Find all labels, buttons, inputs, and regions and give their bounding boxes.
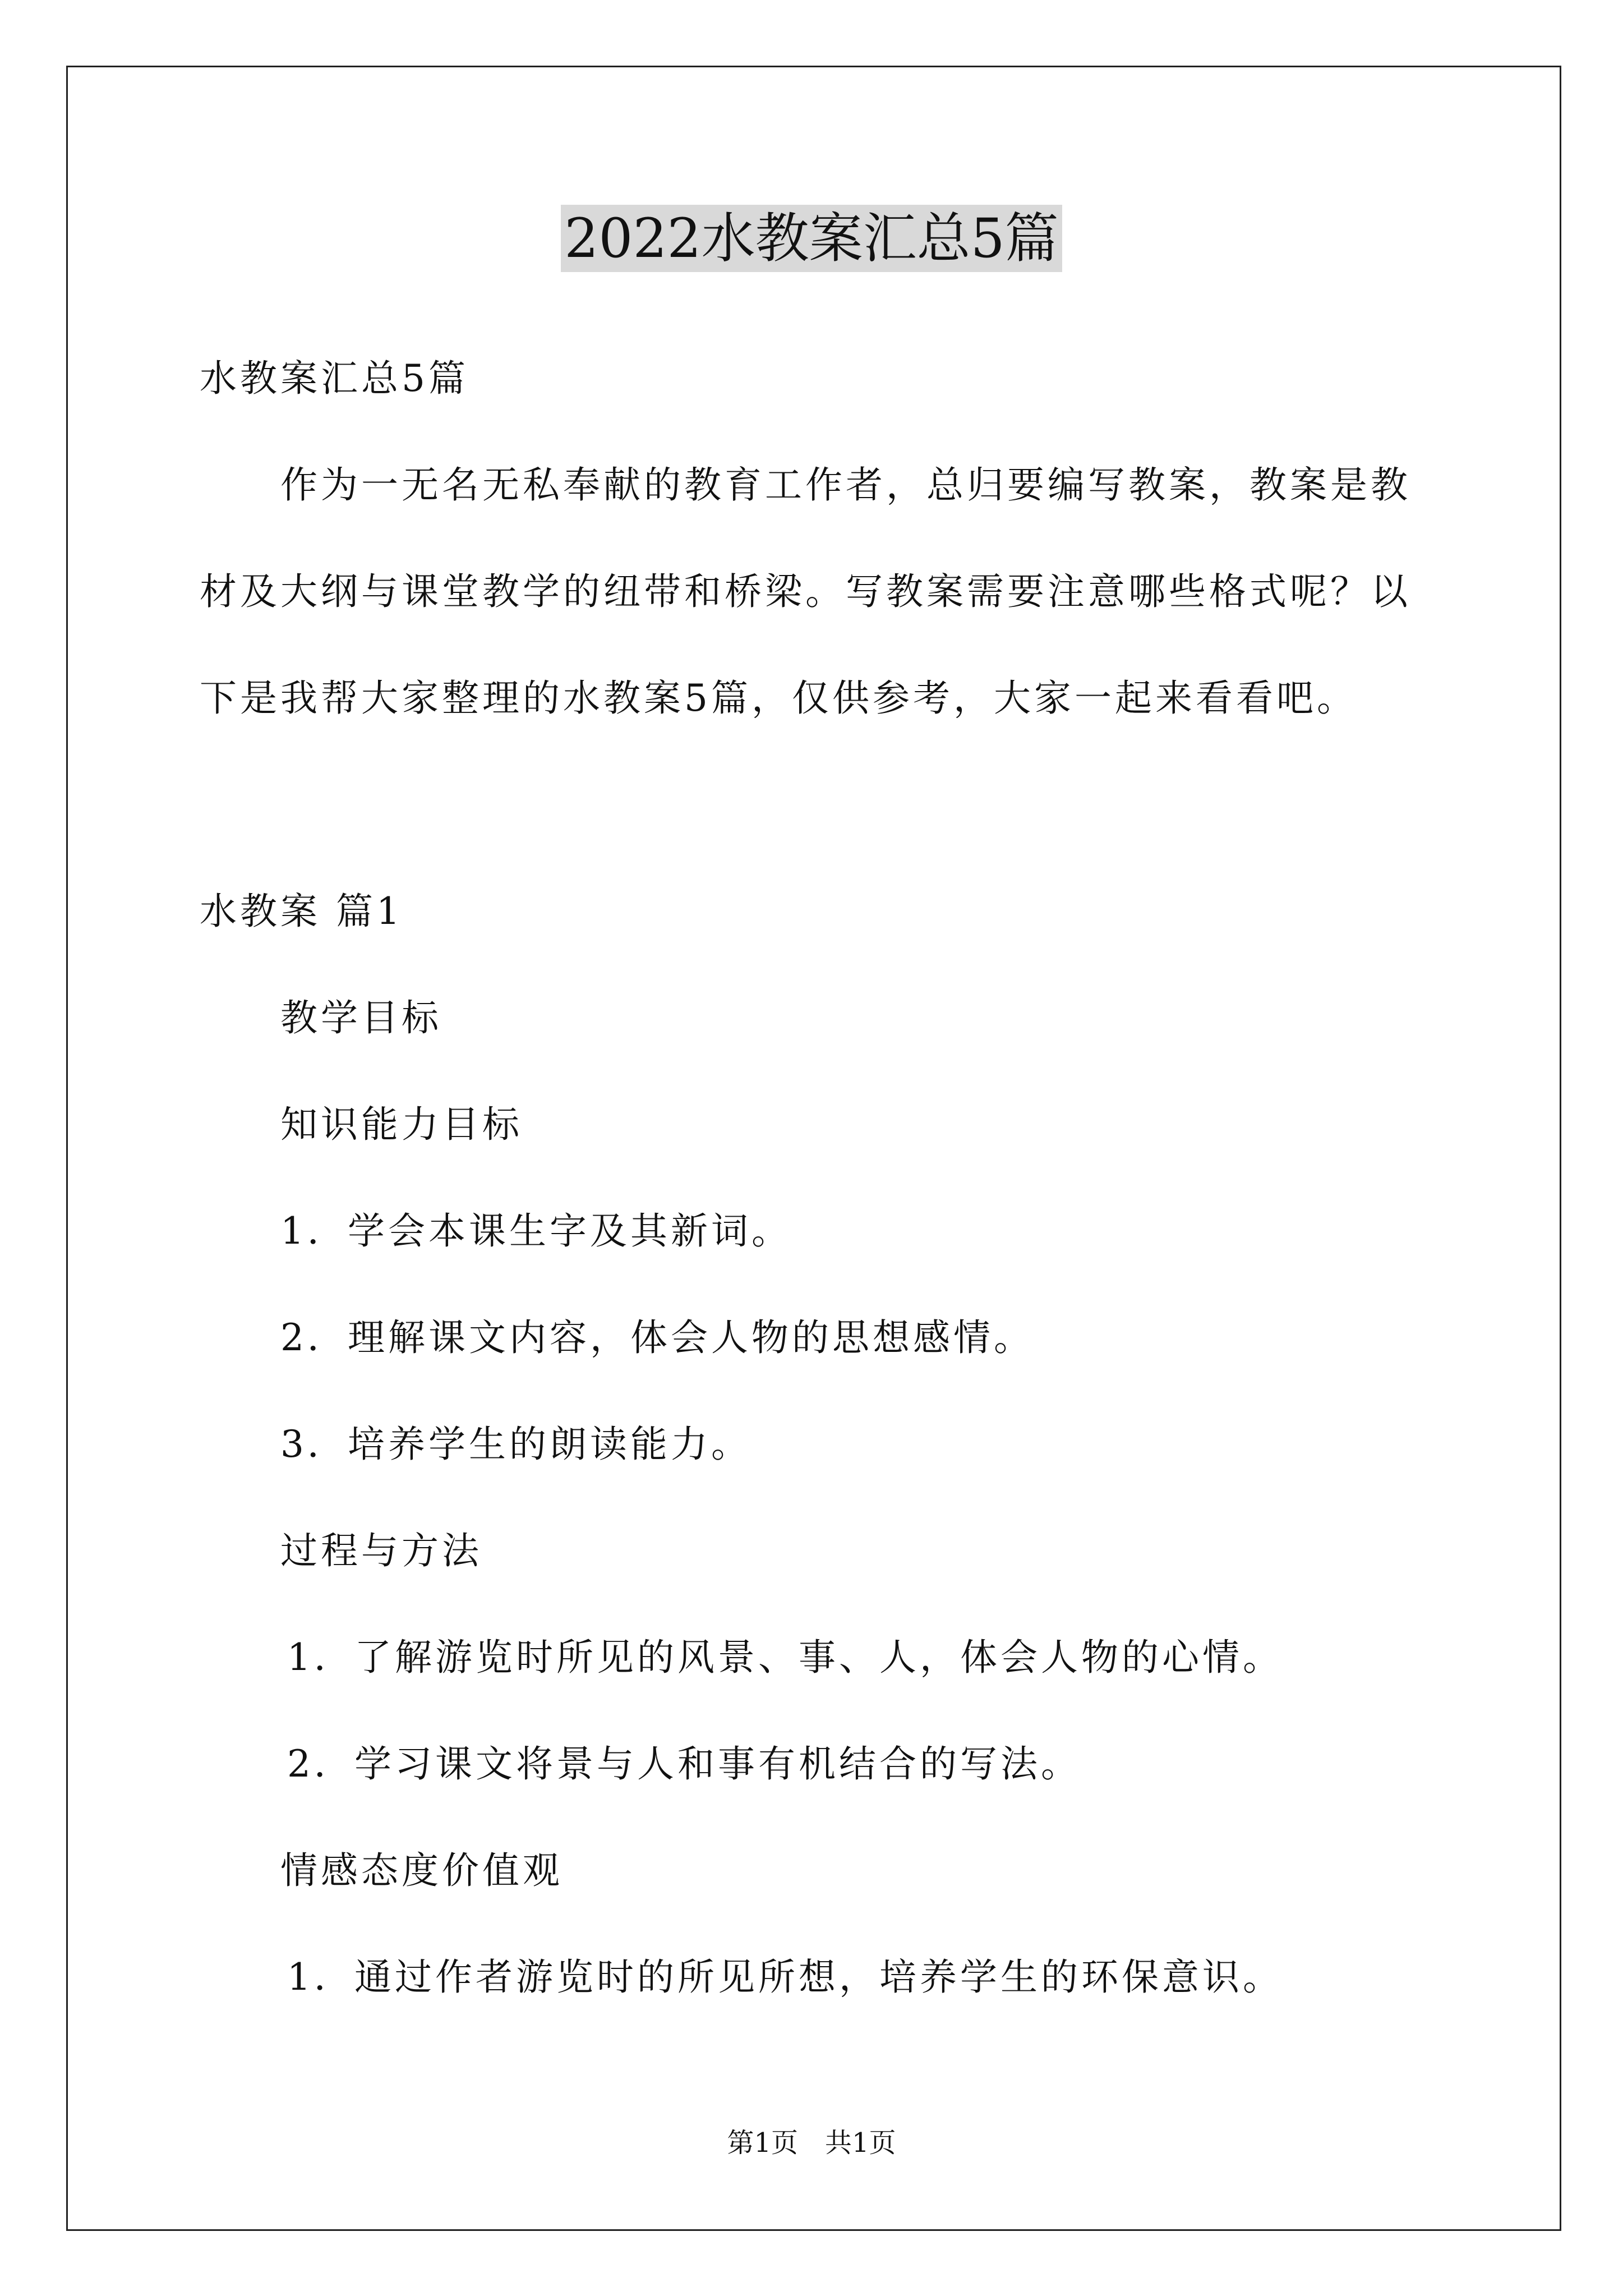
document-title — [0, 202, 1623, 275]
intro-paragraph-line-3: 下是我帮大家整理的水教案5篇，仅供参考，大家一起来看看吧。 — [200, 677, 1357, 720]
list-item: 1．通过作者游览时的所见所想，培养学生的环保意识。 — [287, 1955, 1283, 1999]
list-item: 2．理解课文内容，体会人物的思想感情。 — [280, 1316, 1034, 1359]
list-item: 2．学习课文将景与人和事有机结合的写法。 — [287, 1742, 1081, 1786]
section-heading: 水教案 篇1 — [200, 890, 403, 933]
heading-knowledge-goals: 知识能力目标 — [280, 1103, 523, 1146]
document-title-text: 2022水教案汇总5篇 — [561, 205, 1062, 272]
heading-values: 情感态度价值观 — [280, 1849, 563, 1892]
list-item: 1．学会本课生字及其新词。 — [280, 1209, 792, 1253]
list-item: 3．培养学生的朗读能力。 — [280, 1423, 751, 1466]
intro-paragraph-line-1: 作为一无名无私奉献的教育工作者，总归要编写教案，教案是教 — [280, 463, 1411, 507]
subtitle-line: 水教案汇总5篇 — [200, 357, 469, 400]
intro-paragraph-line-2: 材及大纲与课堂教学的纽带和桥梁。写教案需要注意哪些格式呢？以 — [200, 570, 1411, 613]
list-item: 1．了解游览时所见的风景、事、人，体会人物的心情。 — [287, 1636, 1283, 1679]
heading-teaching-goals: 教学目标 — [280, 996, 442, 1039]
page-footer: 第1页 共1页 — [727, 2127, 896, 2159]
heading-process-methods: 过程与方法 — [280, 1529, 482, 1572]
